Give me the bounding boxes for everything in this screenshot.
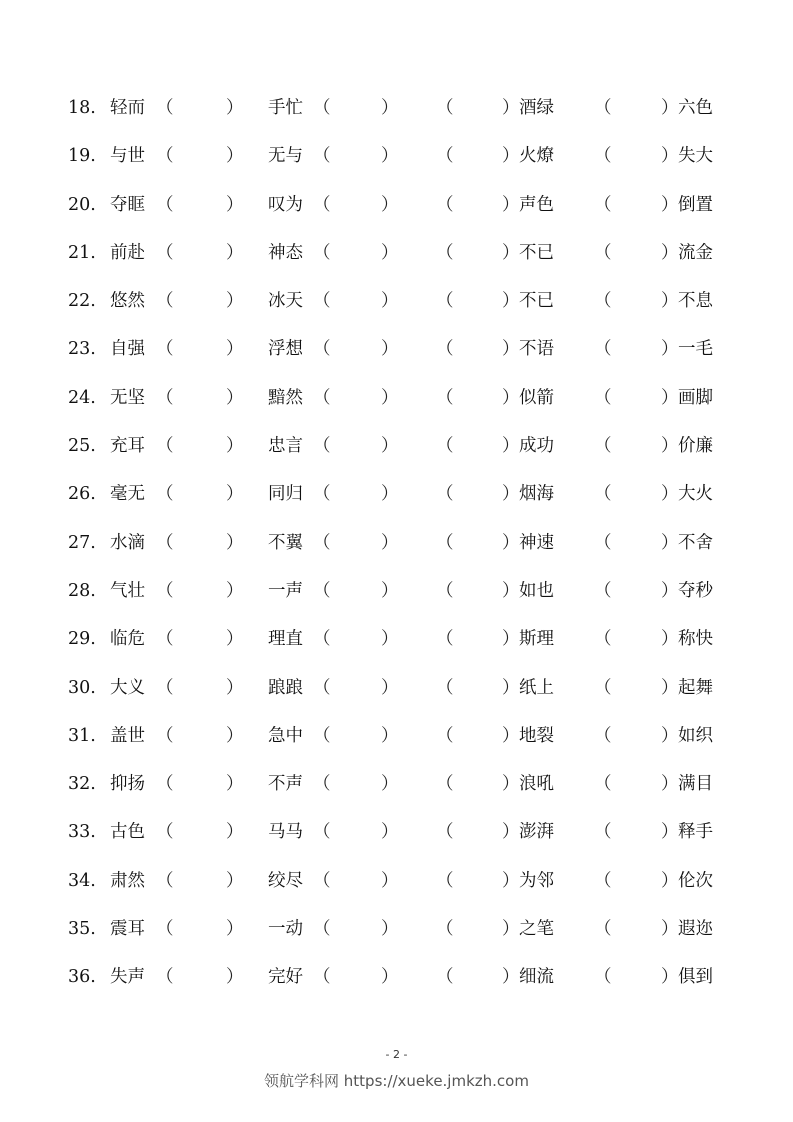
blank-3-close-paren: ） bbox=[502, 436, 520, 457]
word-4: 满目 bbox=[678, 774, 713, 795]
blank-2-close-paren: ） bbox=[381, 580, 399, 601]
word-4: 遐迩 bbox=[678, 919, 713, 940]
word-1: 夺眶 bbox=[110, 194, 145, 215]
exercise-list bbox=[0, 84, 793, 1002]
word-4: 不舍 bbox=[678, 532, 713, 553]
item-number: 24. bbox=[68, 387, 96, 408]
item-number: 26. bbox=[68, 484, 96, 505]
word-4: 大火 bbox=[678, 484, 713, 505]
blank-2-open-paren: （ bbox=[313, 387, 331, 408]
blank-4-close-paren: ） bbox=[661, 194, 679, 215]
word-4: 价廉 bbox=[678, 436, 713, 457]
item-number: 25. bbox=[68, 436, 96, 457]
item-number: 36. bbox=[68, 967, 96, 988]
word-1: 与世 bbox=[110, 146, 145, 167]
word-1: 抑扬 bbox=[110, 774, 145, 795]
word-4: 伦次 bbox=[678, 870, 713, 891]
word-4: 释手 bbox=[678, 822, 713, 843]
blank-1-close-paren: ） bbox=[226, 387, 244, 408]
exercise-row bbox=[0, 181, 793, 229]
blank-1-open-paren: （ bbox=[156, 870, 174, 891]
blank-2-close-paren: ） bbox=[381, 725, 399, 746]
word-4: 画脚 bbox=[678, 387, 713, 408]
blank-4-open-paren: （ bbox=[594, 194, 612, 215]
exercise-row bbox=[0, 712, 793, 760]
blank-3-close-paren: ） bbox=[502, 629, 520, 650]
blank-2-close-paren: ） bbox=[381, 242, 399, 263]
blank-4-close-paren: ） bbox=[661, 967, 679, 988]
blank-1-open-paren: （ bbox=[156, 919, 174, 940]
word-2: 黯然 bbox=[268, 387, 303, 408]
blank-1-close-paren: ） bbox=[226, 194, 244, 215]
blank-1-close-paren: ） bbox=[226, 822, 244, 843]
word-3: 成功 bbox=[519, 436, 554, 457]
blank-4-close-paren: ） bbox=[661, 677, 679, 698]
word-2: 急中 bbox=[268, 725, 303, 746]
word-2: 完好 bbox=[268, 967, 303, 988]
blank-3-close-paren: ） bbox=[502, 870, 520, 891]
blank-4-close-paren: ） bbox=[661, 919, 679, 940]
blank-2-open-paren: （ bbox=[313, 436, 331, 457]
blank-4-close-paren: ） bbox=[661, 774, 679, 795]
blank-3-open-paren: （ bbox=[436, 194, 454, 215]
blank-1-open-paren: （ bbox=[156, 532, 174, 553]
page-number: - 2 - bbox=[385, 1048, 408, 1061]
word-3: 不语 bbox=[519, 339, 554, 360]
word-2: 踉踉 bbox=[268, 677, 303, 698]
blank-1-close-paren: ） bbox=[226, 339, 244, 360]
word-4: 一毛 bbox=[678, 339, 713, 360]
word-3: 澎湃 bbox=[519, 822, 554, 843]
word-1: 失声 bbox=[110, 967, 145, 988]
blank-4-close-paren: ） bbox=[661, 242, 679, 263]
word-1: 震耳 bbox=[110, 919, 145, 940]
blank-2-open-paren: （ bbox=[313, 580, 331, 601]
word-3: 为邻 bbox=[519, 870, 554, 891]
blank-1-close-paren: ） bbox=[226, 774, 244, 795]
blank-1-close-paren: ） bbox=[226, 967, 244, 988]
item-number: 19. bbox=[68, 146, 96, 167]
blank-2-close-paren: ） bbox=[381, 436, 399, 457]
word-3: 纸上 bbox=[519, 677, 554, 698]
blank-4-close-paren: ） bbox=[661, 387, 679, 408]
blank-4-open-paren: （ bbox=[594, 291, 612, 312]
blank-3-open-paren: （ bbox=[436, 870, 454, 891]
blank-3-close-paren: ） bbox=[502, 967, 520, 988]
blank-4-close-paren: ） bbox=[661, 98, 679, 118]
blank-3-open-paren: （ bbox=[436, 822, 454, 843]
exercise-row bbox=[0, 132, 793, 180]
blank-2-open-paren: （ bbox=[313, 774, 331, 795]
word-3: 火燎 bbox=[519, 146, 554, 167]
blank-1-close-paren: ） bbox=[226, 677, 244, 698]
blank-1-close-paren: ） bbox=[226, 242, 244, 263]
item-number: 21. bbox=[68, 242, 96, 263]
blank-2-close-paren: ） bbox=[381, 919, 399, 940]
blank-2-open-paren: （ bbox=[313, 98, 331, 118]
blank-1-open-paren: （ bbox=[156, 677, 174, 698]
exercise-row bbox=[0, 422, 793, 470]
exercise-row bbox=[0, 277, 793, 325]
blank-1-close-paren: ） bbox=[226, 484, 244, 505]
blank-3-open-paren: （ bbox=[436, 484, 454, 505]
blank-3-close-paren: ） bbox=[502, 677, 520, 698]
blank-4-close-paren: ） bbox=[661, 580, 679, 601]
blank-4-open-paren: （ bbox=[594, 532, 612, 553]
blank-3-close-paren: ） bbox=[502, 774, 520, 795]
exercise-row bbox=[0, 229, 793, 277]
blank-4-open-paren: （ bbox=[594, 822, 612, 843]
blank-1-close-paren: ） bbox=[226, 532, 244, 553]
blank-3-close-paren: ） bbox=[502, 919, 520, 940]
blank-4-close-paren: ） bbox=[661, 484, 679, 505]
word-4: 失大 bbox=[678, 146, 713, 167]
blank-2-open-paren: （ bbox=[313, 339, 331, 360]
blank-4-open-paren: （ bbox=[594, 967, 612, 988]
blank-2-open-paren: （ bbox=[313, 677, 331, 698]
blank-4-open-paren: （ bbox=[594, 436, 612, 457]
blank-3-open-paren: （ bbox=[436, 677, 454, 698]
blank-4-open-paren: （ bbox=[594, 484, 612, 505]
blank-1-close-paren: ） bbox=[226, 629, 244, 650]
blank-3-open-paren: （ bbox=[436, 919, 454, 940]
word-3: 如也 bbox=[519, 580, 554, 601]
blank-1-close-paren: ） bbox=[226, 580, 244, 601]
word-1: 临危 bbox=[110, 629, 145, 650]
word-2: 浮想 bbox=[268, 339, 303, 360]
blank-1-open-paren: （ bbox=[156, 339, 174, 360]
exercise-row bbox=[0, 808, 793, 856]
blank-2-open-paren: （ bbox=[313, 146, 331, 167]
blank-2-close-paren: ） bbox=[381, 387, 399, 408]
blank-4-close-paren: ） bbox=[661, 532, 679, 553]
word-2: 一声 bbox=[268, 580, 303, 601]
blank-4-close-paren: ） bbox=[661, 146, 679, 167]
blank-1-open-paren: （ bbox=[156, 967, 174, 988]
blank-1-close-paren: ） bbox=[226, 919, 244, 940]
item-number: 33. bbox=[68, 822, 96, 843]
blank-3-open-paren: （ bbox=[436, 580, 454, 601]
blank-4-close-paren: ） bbox=[661, 291, 679, 312]
word-1: 盖世 bbox=[110, 725, 145, 746]
word-1: 古色 bbox=[110, 822, 145, 843]
blank-1-close-paren: ） bbox=[226, 98, 244, 118]
item-number: 30. bbox=[68, 677, 96, 698]
blank-4-open-paren: （ bbox=[594, 677, 612, 698]
blank-2-open-paren: （ bbox=[313, 967, 331, 988]
blank-4-close-paren: ） bbox=[661, 339, 679, 360]
blank-1-open-paren: （ bbox=[156, 242, 174, 263]
word-2: 冰天 bbox=[268, 291, 303, 312]
word-2: 绞尽 bbox=[268, 870, 303, 891]
word-1: 肃然 bbox=[110, 870, 145, 891]
word-2: 不声 bbox=[268, 774, 303, 795]
blank-1-close-paren: ） bbox=[226, 436, 244, 457]
word-4: 夺秒 bbox=[678, 580, 713, 601]
blank-2-open-paren: （ bbox=[313, 629, 331, 650]
blank-2-close-paren: ） bbox=[381, 677, 399, 698]
exercise-row bbox=[0, 325, 793, 373]
blank-1-open-paren: （ bbox=[156, 146, 174, 167]
blank-4-close-paren: ） bbox=[661, 436, 679, 457]
blank-4-open-paren: （ bbox=[594, 774, 612, 795]
exercise-row bbox=[0, 760, 793, 808]
blank-2-open-paren: （ bbox=[313, 194, 331, 215]
word-4: 不息 bbox=[678, 291, 713, 312]
blank-1-open-paren: （ bbox=[156, 629, 174, 650]
blank-1-close-paren: ） bbox=[226, 725, 244, 746]
blank-3-open-paren: （ bbox=[436, 242, 454, 263]
word-2: 手忙 bbox=[268, 98, 303, 118]
word-1: 水滴 bbox=[110, 532, 145, 553]
blank-1-open-paren: （ bbox=[156, 774, 174, 795]
word-4: 称快 bbox=[678, 629, 713, 650]
blank-3-close-paren: ） bbox=[502, 532, 520, 553]
blank-1-open-paren: （ bbox=[156, 580, 174, 601]
blank-4-open-paren: （ bbox=[594, 870, 612, 891]
blank-2-open-paren: （ bbox=[313, 291, 331, 312]
blank-2-close-paren: ） bbox=[381, 774, 399, 795]
blank-4-open-paren: （ bbox=[594, 98, 612, 118]
exercise-row bbox=[0, 470, 793, 518]
blank-2-open-paren: （ bbox=[313, 822, 331, 843]
blank-3-open-paren: （ bbox=[436, 387, 454, 408]
blank-1-open-paren: （ bbox=[156, 194, 174, 215]
exercise-row bbox=[0, 953, 793, 1001]
item-number: 35. bbox=[68, 919, 96, 940]
blank-1-open-paren: （ bbox=[156, 436, 174, 457]
word-1: 自强 bbox=[110, 339, 145, 360]
blank-4-close-paren: ） bbox=[661, 822, 679, 843]
word-1: 充耳 bbox=[110, 436, 145, 457]
word-2: 忠言 bbox=[268, 436, 303, 457]
blank-2-open-paren: （ bbox=[313, 725, 331, 746]
word-4: 倒置 bbox=[678, 194, 713, 215]
blank-2-close-paren: ） bbox=[381, 194, 399, 215]
item-number: 20. bbox=[68, 194, 96, 215]
word-2: 一动 bbox=[268, 919, 303, 940]
blank-4-open-paren: （ bbox=[594, 580, 612, 601]
word-2: 无与 bbox=[268, 146, 303, 167]
exercise-row bbox=[0, 374, 793, 422]
word-3: 地裂 bbox=[519, 725, 554, 746]
item-number: 22. bbox=[68, 291, 96, 312]
item-number: 28. bbox=[68, 580, 96, 601]
word-3: 烟海 bbox=[519, 484, 554, 505]
exercise-row bbox=[0, 615, 793, 663]
blank-4-open-paren: （ bbox=[594, 242, 612, 263]
word-3: 酒绿 bbox=[519, 98, 554, 118]
blank-3-open-paren: （ bbox=[436, 967, 454, 988]
exercise-row bbox=[0, 84, 793, 132]
blank-1-close-paren: ） bbox=[226, 146, 244, 167]
word-3: 浪吼 bbox=[519, 774, 554, 795]
word-3: 细流 bbox=[519, 967, 554, 988]
word-3: 神速 bbox=[519, 532, 554, 553]
blank-1-close-paren: ） bbox=[226, 291, 244, 312]
blank-4-open-paren: （ bbox=[594, 919, 612, 940]
word-4: 俱到 bbox=[678, 967, 713, 988]
blank-2-open-paren: （ bbox=[313, 484, 331, 505]
word-2: 不翼 bbox=[268, 532, 303, 553]
word-2: 马马 bbox=[268, 822, 303, 843]
word-1: 大义 bbox=[110, 677, 145, 698]
word-1: 轻而 bbox=[110, 98, 145, 118]
word-2: 同归 bbox=[268, 484, 303, 505]
blank-4-open-paren: （ bbox=[594, 339, 612, 360]
blank-2-open-paren: （ bbox=[313, 870, 331, 891]
blank-3-close-paren: ） bbox=[502, 822, 520, 843]
blank-3-close-paren: ） bbox=[502, 339, 520, 360]
blank-3-close-paren: ） bbox=[502, 242, 520, 263]
blank-2-close-paren: ） bbox=[381, 291, 399, 312]
blank-3-open-paren: （ bbox=[436, 339, 454, 360]
blank-2-close-paren: ） bbox=[381, 98, 399, 118]
word-3: 声色 bbox=[519, 194, 554, 215]
blank-2-close-paren: ） bbox=[381, 822, 399, 843]
blank-1-open-paren: （ bbox=[156, 387, 174, 408]
item-number: 27. bbox=[68, 532, 96, 553]
word-2: 叹为 bbox=[268, 194, 303, 215]
word-1: 前赴 bbox=[110, 242, 145, 263]
blank-2-close-paren: ） bbox=[381, 532, 399, 553]
exercise-row bbox=[0, 567, 793, 615]
exercise-row bbox=[0, 664, 793, 712]
word-1: 悠然 bbox=[110, 291, 145, 312]
blank-3-close-paren: ） bbox=[502, 98, 520, 118]
blank-3-open-paren: （ bbox=[436, 436, 454, 457]
blank-3-close-paren: ） bbox=[502, 291, 520, 312]
blank-4-open-paren: （ bbox=[594, 629, 612, 650]
word-3: 之笔 bbox=[519, 919, 554, 940]
blank-3-open-paren: （ bbox=[436, 725, 454, 746]
site-watermark: 领航学科网 https://xueke.jmkzh.com bbox=[264, 1072, 529, 1090]
blank-3-close-paren: ） bbox=[502, 484, 520, 505]
blank-4-close-paren: ） bbox=[661, 870, 679, 891]
blank-3-close-paren: ） bbox=[502, 194, 520, 215]
blank-3-open-paren: （ bbox=[436, 98, 454, 118]
blank-1-open-paren: （ bbox=[156, 822, 174, 843]
blank-4-open-paren: （ bbox=[594, 387, 612, 408]
word-4: 流金 bbox=[678, 242, 713, 263]
blank-3-open-paren: （ bbox=[436, 774, 454, 795]
blank-3-close-paren: ） bbox=[502, 387, 520, 408]
item-number: 31. bbox=[68, 725, 96, 746]
blank-3-close-paren: ） bbox=[502, 580, 520, 601]
word-3: 不已 bbox=[519, 242, 554, 263]
blank-3-close-paren: ） bbox=[502, 146, 520, 167]
blank-2-close-paren: ） bbox=[381, 967, 399, 988]
blank-1-open-paren: （ bbox=[156, 725, 174, 746]
item-number: 23. bbox=[68, 339, 96, 360]
blank-4-close-paren: ） bbox=[661, 629, 679, 650]
word-2: 神态 bbox=[268, 242, 303, 263]
word-3: 斯理 bbox=[519, 629, 554, 650]
item-number: 32. bbox=[68, 774, 96, 795]
blank-2-open-paren: （ bbox=[313, 919, 331, 940]
word-3: 似箭 bbox=[519, 387, 554, 408]
blank-3-open-paren: （ bbox=[436, 629, 454, 650]
blank-3-open-paren: （ bbox=[436, 532, 454, 553]
word-4: 起舞 bbox=[678, 677, 713, 698]
exercise-row bbox=[0, 857, 793, 905]
blank-2-close-paren: ） bbox=[381, 339, 399, 360]
item-number: 18. bbox=[68, 98, 96, 118]
blank-2-close-paren: ） bbox=[381, 484, 399, 505]
blank-2-close-paren: ） bbox=[381, 146, 399, 167]
blank-3-open-paren: （ bbox=[436, 146, 454, 167]
item-number: 29. bbox=[68, 629, 96, 650]
item-number: 34. bbox=[68, 870, 96, 891]
word-1: 毫无 bbox=[110, 484, 145, 505]
blank-1-open-paren: （ bbox=[156, 291, 174, 312]
blank-1-open-paren: （ bbox=[156, 484, 174, 505]
blank-1-close-paren: ） bbox=[226, 870, 244, 891]
word-4: 六色 bbox=[678, 98, 713, 118]
blank-4-open-paren: （ bbox=[594, 146, 612, 167]
word-1: 气壮 bbox=[110, 580, 145, 601]
blank-3-close-paren: ） bbox=[502, 725, 520, 746]
blank-2-close-paren: ） bbox=[381, 629, 399, 650]
blank-4-close-paren: ） bbox=[661, 725, 679, 746]
word-2: 理直 bbox=[268, 629, 303, 650]
blank-4-open-paren: （ bbox=[594, 725, 612, 746]
blank-1-open-paren: （ bbox=[156, 98, 174, 118]
word-3: 不已 bbox=[519, 291, 554, 312]
blank-3-open-paren: （ bbox=[436, 291, 454, 312]
word-4: 如织 bbox=[678, 725, 713, 746]
blank-2-open-paren: （ bbox=[313, 532, 331, 553]
exercise-row bbox=[0, 905, 793, 953]
word-1: 无坚 bbox=[110, 387, 145, 408]
exercise-row bbox=[0, 519, 793, 567]
blank-2-close-paren: ） bbox=[381, 870, 399, 891]
blank-2-open-paren: （ bbox=[313, 242, 331, 263]
